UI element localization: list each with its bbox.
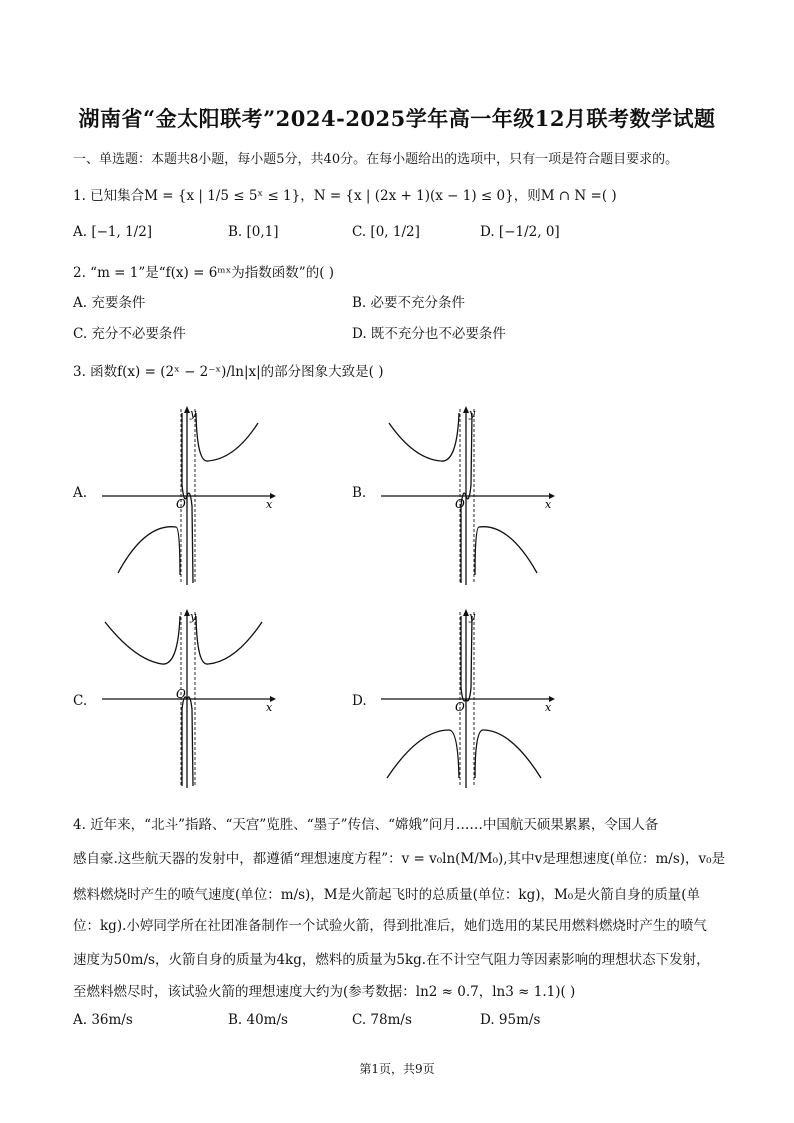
x-axis-label: x — [266, 498, 273, 511]
x-axis-label: x — [545, 701, 552, 714]
page-title: 湖南省“金太阳联考”2024-2025学年高一年级12月联考数学试题 — [78, 106, 716, 131]
origin-label: O — [176, 687, 186, 701]
q2-option-c: C. 充分不必要条件 — [73, 326, 186, 342]
q3-graph-b — [379, 405, 559, 585]
q3-option-a-label: A. — [73, 485, 88, 501]
question-1-stem: 1. 已知集合M = {x | 1/5 ≤ 5ˣ ≤ 1}，N = {x | (2x + 1)(x − 1) ≤ 0}，则M ∩ N =( ) — [73, 188, 617, 204]
y-axis-label: y — [469, 407, 476, 420]
curve-left — [118, 527, 180, 575]
question-4-line-1: 4. 近年来，“北斗”指路、“天宫”览胜、“墨子”传信、“嫦娥”问月……中国航天硕果累累，令国人备 — [73, 817, 659, 833]
question-4-line-3: 燃料燃烧时产生的喷气速度(单位：m/s)，M是火箭起飞时的总质量(单位：kg)，M₀是火箭自身的质量(单 — [73, 887, 700, 903]
q4-option-c: C. 78m/s — [352, 1012, 412, 1028]
question-3-stem: 3. 函数f(x) = (2ˣ − 2⁻ˣ)/ln|x|的部分图象大致是( ) — [73, 364, 384, 380]
question-4-line-4: 位：kg).小婷同学所在社团准备制作一个试验火箭，得到批准后，她们选用的某民用燃料燃烧时产生的喷气 — [73, 918, 707, 934]
q1-option-b: B. [0,1] — [228, 224, 279, 240]
y-axis-label: y — [190, 407, 197, 420]
curve-left — [105, 616, 180, 664]
question-2-stem: 2. “m = 1”是“f(x) = 6ᵐˣ为指数函数”的( ) — [73, 265, 335, 281]
q3-option-d-label: D. — [352, 693, 367, 709]
x-axis-label: x — [266, 701, 273, 714]
origin-label: O — [176, 497, 186, 511]
q4-option-a: A. 36m/s — [73, 1012, 133, 1028]
question-4-line-5: 速度为50m/s，火箭自身的质量为4kg，燃料的质量为5kg.在不计空气阻力等因素影响的理想状态下发射， — [73, 952, 710, 968]
q2-option-d: D. 既不充分也不必要条件 — [352, 326, 506, 342]
q1-option-d: D. [−1/2, 0] — [480, 224, 560, 240]
curve-right — [196, 616, 262, 664]
curve-left — [389, 413, 459, 461]
q1-option-c: C. [0, 1/2] — [352, 224, 420, 240]
curve-right — [196, 413, 258, 461]
q2-option-a: A. 充要条件 — [73, 295, 146, 311]
origin-label: O — [455, 497, 465, 511]
section-heading: 一、单选题：本题共8小题，每小题5分，共40分。在每小题给出的选项中，只有一项是符合题目要求的。 — [73, 152, 679, 167]
curve-right — [475, 527, 537, 575]
q3-graph-a — [100, 405, 280, 585]
page-footer: 第1页，共9页 — [359, 1062, 435, 1076]
q4-option-d: D. 95m/s — [480, 1012, 541, 1028]
q2-option-b: B. 必要不充分条件 — [352, 295, 466, 311]
curve-left — [387, 730, 459, 778]
curve-right — [475, 730, 541, 778]
q3-option-b-label: B. — [352, 485, 367, 501]
question-4-line-6: 至燃料燃尽时，该试验火箭的理想速度大约为(参考数据：ln2 ≈ 0.7，ln3 ≈ 1.1)( ) — [73, 984, 576, 1000]
origin-label: O — [455, 700, 465, 714]
q1-option-a: A. [−1, 1/2] — [73, 224, 153, 240]
y-axis-label: y — [469, 610, 476, 623]
q3-graph-d — [379, 608, 559, 788]
y-axis-label: y — [190, 610, 197, 623]
q4-option-b: B. 40m/s — [228, 1012, 288, 1028]
q3-option-c-label: C. — [73, 693, 88, 709]
x-axis-label: x — [545, 498, 552, 511]
q3-graph-c — [100, 608, 280, 788]
question-4-line-2: 感自豪.这些航天器的发射中，都遵循“理想速度方程”：v = v₀ln(M/M₀),其中v是理想速度(单位：m/s)，v₀是 — [73, 851, 726, 867]
